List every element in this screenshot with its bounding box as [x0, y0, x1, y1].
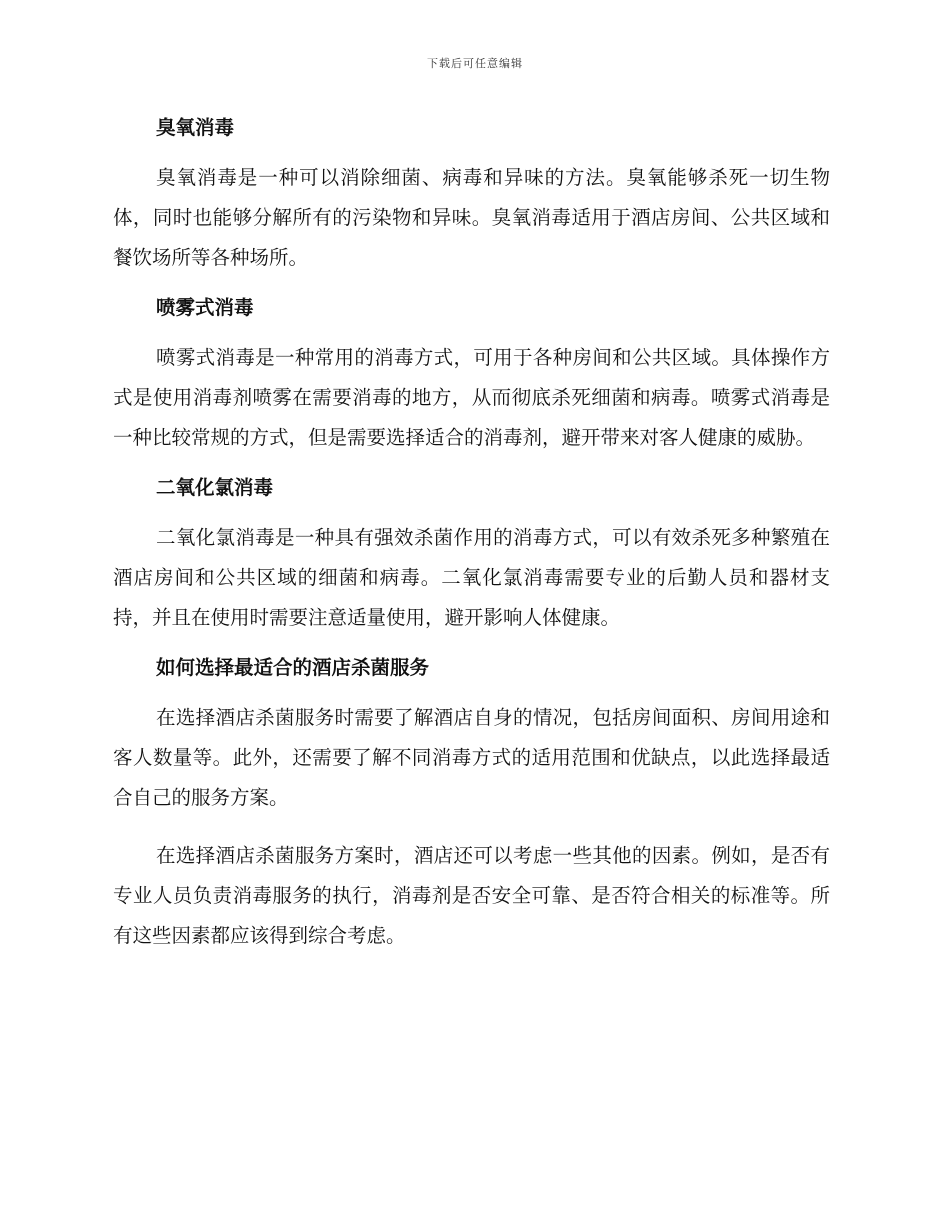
section-spray: [113, 290, 830, 458]
paragraph: 在选择酒店杀菌服务方案时，酒店还可以考虑一些其他的因素。例如，是否有专业人员负责消毒服务的执行，消毒剂是否安全可靠、是否符合相关的标准等。所有这些因素都应该得到综合考虑。: [113, 844, 830, 947]
paragraph: 在选择酒店杀菌服务时需要了解酒店自身的情况，包括房间面积、房间用途和客人数量等。此外，还需要了解不同消毒方式的适用范围和优缺点，以此选择最适合自己的服务方案。: [113, 706, 830, 809]
section-heading: 喷雾式消毒: [156, 296, 254, 319]
header-note: 下载后可任意编辑: [427, 57, 523, 70]
section-ozone: [113, 110, 830, 278]
section-how-to-choose: [113, 650, 830, 956]
paragraph: 二氧化氯消毒是一种具有强效杀菌作用的消毒方式，可以有效杀死多种繁殖在酒店房间和公共区域的细菌和病毒。二氧化氯消毒需要专业的后勤人员和器材支持，并且在使用时需要注意适量使用，避开影响人体健康。: [113, 526, 830, 629]
paragraph: 臭氧消毒是一种可以消除细菌、病毒和异味的方法。臭氧能够杀死一切生物体，同时也能够分解所有的污染物和异味。臭氧消毒适用于酒店房间、公共区域和餐饮场所等各种场所。: [113, 166, 830, 269]
section-heading: 臭氧消毒: [156, 116, 235, 139]
section-chlorine-dioxide: [113, 470, 830, 638]
paragraph: 喷雾式消毒是一种常用的消毒方式，可用于各种房间和公共区域。具体操作方式是使用消毒剂喷雾在需要消毒的地方，从而彻底杀死细菌和病毒。喷雾式消毒是一种比较常规的方式，但是需要选择适合的消毒剂，避开带来对客人健康的威胁。: [113, 346, 830, 449]
document-body: [113, 110, 830, 968]
section-heading: 二氧化氯消毒: [156, 476, 274, 499]
section-heading: 如何选择最适合的酒店杀菌服务: [156, 656, 430, 679]
